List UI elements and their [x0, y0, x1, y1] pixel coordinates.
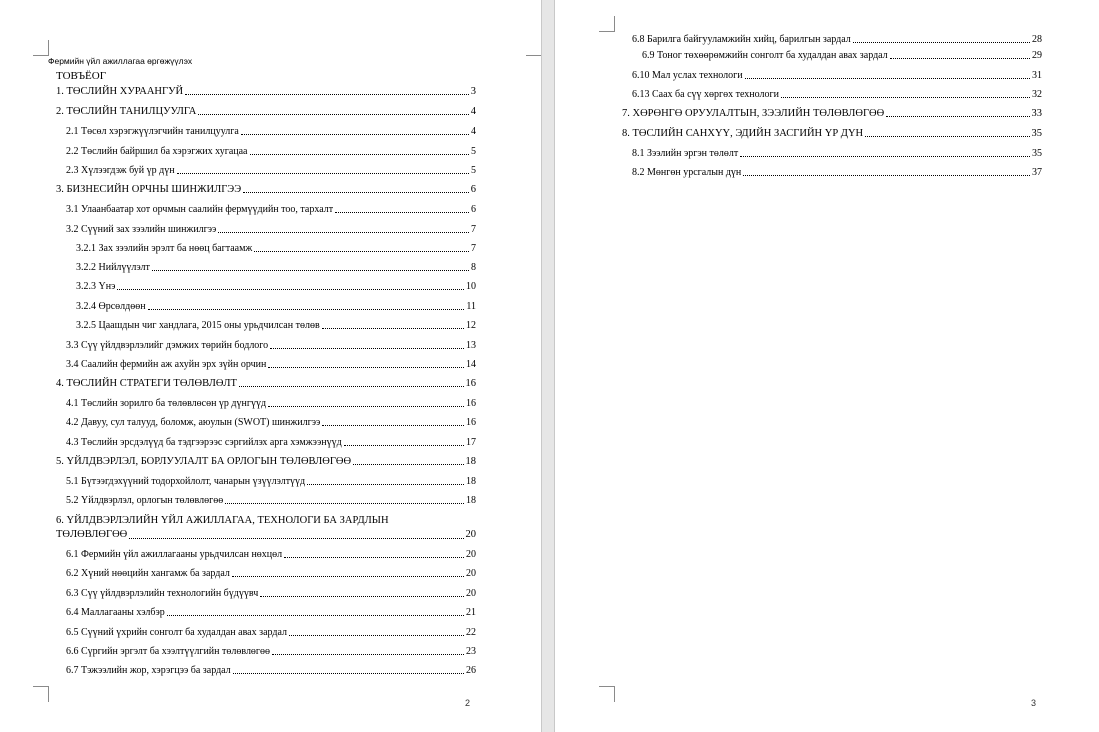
- toc-entry[interactable]: 6.7 Тэжээлийн жор, хэрэгцээ ба зардал 26: [66, 665, 476, 676]
- toc-right: [555, 0, 1099, 732]
- toc-entry[interactable]: 2.1 Төсөл хэрэгжүүлэгчийн танилцуулга 4: [66, 126, 476, 137]
- document-page-left: [0, 0, 541, 732]
- toc-entry[interactable]: 5. ҮЙЛДВЭРЛЭЛ, БОРЛУУЛАЛТ БА ОРЛОГЫН ТӨЛӨВЛӨГӨӨ 18: [56, 456, 476, 467]
- toc-entry[interactable]: 3.2.1 Зах зээлийн эрэлт ба нөөц багтаамж 7: [76, 243, 476, 254]
- toc-entry[interactable]: 4.3 Төслийн эрсдэлүүд ба тэдгээрээс сэргийлэх арга хэмжээнүүд 17: [66, 437, 476, 448]
- toc-entry[interactable]: 7. ХӨРӨНГӨ ОРУУЛАЛТЫН, ЗЭЭЛИЙН ТӨЛӨВЛӨГӨӨ 33: [622, 108, 1042, 119]
- toc-entry[interactable]: 8. ТӨСЛИЙН САНХҮҮ, ЭДИЙН ЗАСГИЙН ҮР ДҮН 35: [622, 128, 1042, 139]
- page-header: Фермийн үйл ажиллагаа өргөжүүлэх: [48, 56, 193, 66]
- toc-title: ТОВЪЁОГ: [56, 70, 107, 82]
- toc-entry[interactable]: 6.4 Маллагааны хэлбэр 21: [66, 607, 476, 618]
- toc-entry[interactable]: 3.2.3 Үнэ 10: [76, 281, 476, 292]
- toc-entry[interactable]: 5.1 Бүтээгдэхүүний тодорхойлолт, чанарын үзүүлэлтүүд 18: [66, 476, 476, 487]
- toc-entry[interactable]: 2.2 Төслийн байршил ба хэрэгжих хугацаа 5: [66, 146, 476, 157]
- toc-entry[interactable]: 3.4 Саалийн фермийн аж ахуйн эрх зүйн орчин 14: [66, 359, 476, 370]
- toc-entry[interactable]: 4. ТӨСЛИЙН СТРАТЕГИ ТӨЛӨВЛӨЛТ 16: [56, 378, 476, 389]
- toc-entry-multiline[interactable]: 6. ҮЙЛДВЭРЛЭЛИЙН ҮЙЛ АЖИЛЛАГАА, ТЕХНОЛОГИ БА ЗАРДЛЫН ТӨЛӨВЛӨГӨӨ 20: [56, 515, 476, 540]
- toc-entry[interactable]: 3. БИЗНЕСИЙН ОРЧНЫ ШИНЖИЛГЭЭ 6: [56, 184, 476, 195]
- toc-entry[interactable]: 6.8 Барилга байгууламжийн хийц, барилгын зардал 28: [632, 34, 1042, 45]
- toc-entry[interactable]: 6.5 Сүүний үхрийн сонголт ба худалдан авах зардал 22: [66, 627, 476, 638]
- page-number: 3: [1031, 698, 1037, 708]
- toc-entry[interactable]: 6.10 Мал услах технологи 31: [632, 70, 1042, 81]
- page-number: 2: [465, 698, 471, 708]
- toc-entry[interactable]: 6.6 Сүргийн эргэлт ба хээлтүүлгийн төлөвлөгөө 23: [66, 646, 476, 657]
- toc-left: [0, 0, 541, 732]
- document-page-right: [555, 0, 1099, 732]
- toc-entry[interactable]: 1. ТӨСЛИЙН ХУРААНГУЙ 3: [56, 86, 476, 97]
- toc-entry[interactable]: 6.13 Саах ба сүү хөргөх технологи 32: [632, 89, 1042, 100]
- toc-entry[interactable]: 8.1 Зээлийн эргэн төлөлт 35: [632, 148, 1042, 159]
- toc-entry[interactable]: 3.2.2 Нийлүүлэлт 8: [76, 262, 476, 273]
- toc-entry[interactable]: 2.3 Хүлээгдэж буй үр дүн 5: [66, 165, 476, 176]
- toc-entry[interactable]: 3.3 Сүү үйлдвэрлэлийг дэмжих төрийн бодлого 13: [66, 340, 476, 351]
- toc-entry[interactable]: 6.3 Сүү үйлдвэрлэлийн технологийн бүдүүвч 20: [66, 588, 476, 599]
- toc-entry[interactable]: 3.1 Улаанбаатар хот орчмын саалийн фермүүдийн тоо, тархалт 6: [66, 204, 476, 215]
- toc-entry[interactable]: 6.2 Хүний нөөцийн хангамж ба зардал 20: [66, 568, 476, 579]
- toc-entry[interactable]: 8.2 Мөнгөн урсгалын дүн 37: [632, 167, 1042, 178]
- toc-entry[interactable]: 4.1 Төслийн зорилго ба төлөвлөсөн үр дүнгүүд 16: [66, 398, 476, 409]
- toc-entry[interactable]: 6.1 Фермийн үйл ажиллагааны урьдчилсан нөхцөл 20: [66, 549, 476, 560]
- toc-entry[interactable]: 5.2 Үйлдвэрлэл, орлогын төлөвлөгөө 18: [66, 495, 476, 506]
- toc-entry[interactable]: 3.2 Сүүний зах зээлийн шинжилгээ 7: [66, 224, 476, 235]
- page-gap: [541, 0, 555, 732]
- toc-entry[interactable]: 3.2.5 Цаашдын чиг хандлага, 2015 оны урьдчилсан төлөв 12: [76, 320, 476, 331]
- toc-entry[interactable]: 2. ТӨСЛИЙН ТАНИЛЦУУЛГА 4: [56, 106, 476, 117]
- toc-entry[interactable]: 3.2.4 Өрсөлдөөн 11: [76, 301, 476, 312]
- toc-entry[interactable]: 4.2 Давуу, сул талууд, боломж, аюулын (SWOT) шинжилгээ 16: [66, 417, 476, 428]
- toc-entry[interactable]: 6.9 Тоног төхөөрөмжийн сонголт ба худалдан авах зардал 29: [642, 50, 1042, 61]
